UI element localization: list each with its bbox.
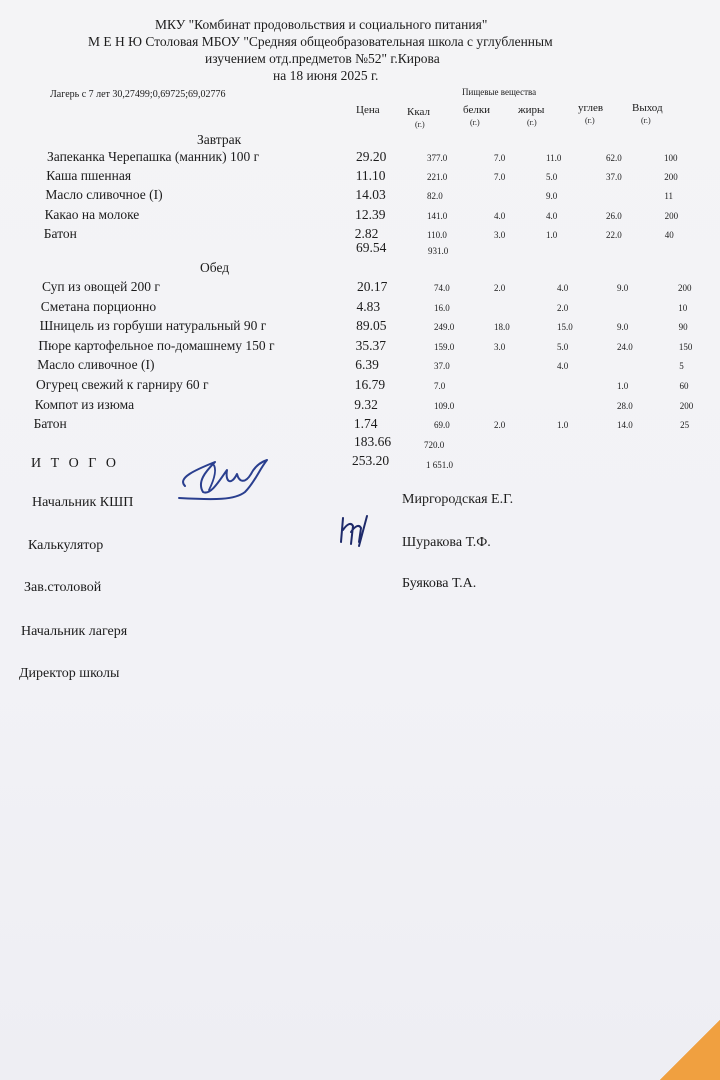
item-kcal: 74.0 [434, 283, 450, 293]
item-price: 4.83 [356, 298, 381, 314]
grand-total-kcal: 1 651.0 [426, 460, 453, 470]
sig-name-canteen-head: Буякова Т.А. [402, 576, 477, 591]
col-kcal-unit: (г.) [415, 120, 425, 129]
item-name: Сметана порционно [40, 298, 157, 314]
item-carbs: 9.0 [617, 283, 629, 293]
item-yield: 100 [664, 153, 678, 163]
item-yield: 40 [664, 229, 674, 240]
item-kcal: 249.0 [434, 322, 455, 333]
item-kcal: 109.0 [434, 400, 455, 411]
item-yield: 200 [678, 283, 692, 293]
item-price: 1.74 [353, 416, 378, 432]
item-yield: 200 [664, 210, 679, 221]
org-title: МКУ "Комбинат продовольствия и социального питания" [155, 17, 488, 32]
sig-role-canteen-head: Зав.столовой [24, 580, 102, 595]
col-yield-unit: (г.) [641, 116, 651, 125]
paper-corner [660, 1020, 720, 1080]
col-protein: белки [463, 104, 491, 116]
item-carbs: 28.0 [617, 400, 633, 411]
item-fat: 4.0 [557, 361, 569, 372]
item-yield: 200 [664, 172, 678, 183]
item-carbs: 22.0 [606, 229, 622, 240]
item-fat: 5.0 [557, 341, 569, 352]
item-price: 12.39 [355, 206, 386, 222]
item-yield: 60 [679, 381, 689, 391]
item-fat: 1.0 [546, 229, 558, 240]
item-fat: 4.0 [557, 283, 569, 293]
item-price: 29.20 [356, 149, 387, 164]
item-protein: 4.0 [494, 210, 506, 221]
nutrients-title: Пищевые вещества [462, 87, 537, 97]
item-fat: 5.0 [546, 172, 558, 183]
lunch-row [0, 299, 720, 319]
menu-title-cont: изучением отд.предметов №52" г.Кирова [205, 51, 440, 66]
item-price: 89.05 [356, 318, 387, 334]
col-fat-unit: (г.) [527, 118, 537, 127]
menu-date: на 18 июня 2025 г. [273, 68, 379, 83]
item-kcal: 377.0 [427, 153, 448, 163]
item-fat: 15.0 [557, 322, 573, 333]
item-carbs: 9.0 [617, 322, 629, 333]
breakfast-row [0, 207, 720, 227]
lunch-total-price: 183.66 [354, 434, 392, 449]
item-kcal: 159.0 [434, 341, 455, 352]
item-name: Суп из овощей 200 г [42, 279, 160, 294]
item-kcal: 37.0 [434, 361, 450, 372]
item-fat: 2.0 [557, 302, 569, 313]
lunch-row [0, 377, 720, 397]
lunch-total-kcal: 720.0 [424, 440, 445, 450]
camp-info: Лагерь с 7 лет 30,27499;0,69725;69,02776 [50, 89, 226, 100]
item-yield: 10 [678, 302, 688, 313]
lunch-row [0, 338, 720, 358]
item-protein: 18.0 [494, 322, 510, 333]
signature-mark-2 [333, 512, 379, 548]
item-carbs: 14.0 [617, 420, 633, 431]
col-price: Цена [356, 104, 380, 116]
item-protein: 3.0 [494, 229, 506, 240]
item-name: Компот из изюма [34, 396, 135, 412]
item-kcal: 16.0 [434, 302, 450, 313]
section-breakfast-title: Завтрак [197, 132, 242, 147]
item-name: Масло сливочное (I) [37, 357, 155, 373]
item-price: 6.39 [355, 357, 379, 373]
item-price: 11.10 [355, 168, 386, 184]
item-name: Огурец свежий к гарниру 60 г [36, 377, 209, 392]
item-protein: 7.0 [494, 153, 506, 163]
col-kcal: Ккал [407, 106, 430, 118]
signature-mark-1 [175, 448, 275, 506]
item-fat: 11.0 [546, 153, 562, 163]
item-yield: 11 [664, 191, 674, 202]
item-kcal: 221.0 [427, 172, 448, 183]
lunch-row [0, 318, 720, 338]
sig-name-kshp: Миргородская Е.Г. [402, 492, 514, 507]
item-kcal: 82.0 [427, 191, 443, 202]
col-carbs-unit: (г.) [585, 116, 595, 125]
menu-title: М Е Н Ю Столовая МБОУ "Средняя общеобразовательная школа с углубленным [88, 34, 553, 49]
item-yield: 200 [679, 400, 694, 411]
section-lunch-title: Обед [200, 260, 230, 275]
sig-role-kshp: Начальник КШП [32, 495, 134, 510]
item-name: Каша пшенная [46, 168, 132, 184]
item-carbs: 1.0 [617, 381, 629, 391]
item-name: Батон [33, 416, 67, 432]
item-protein: 2.0 [494, 420, 506, 431]
lunch-row [0, 279, 720, 299]
item-name: Запеканка Черепашка (манник) 100 г [47, 149, 260, 164]
item-kcal: 110.0 [427, 229, 447, 240]
breakfast-row [0, 168, 720, 188]
breakfast-row [0, 187, 720, 207]
sig-name-calculator: Шуракова Т.Ф. [402, 535, 491, 550]
sig-role-calculator: Калькулятор [28, 538, 104, 553]
grand-total-price: 253.20 [352, 453, 390, 468]
col-carbs: углев [578, 102, 604, 114]
item-carbs: 24.0 [617, 341, 633, 352]
item-fat: 9.0 [546, 191, 558, 202]
item-price: 2.82 [354, 225, 379, 241]
breakfast-row [0, 149, 720, 169]
sig-role-camp-head: Начальник лагеря [21, 624, 128, 639]
item-kcal: 7.0 [434, 381, 446, 391]
item-kcal: 69.0 [434, 420, 450, 431]
item-protein: 7.0 [494, 172, 506, 183]
item-fat: 1.0 [557, 420, 569, 431]
item-fat: 4.0 [546, 210, 558, 221]
item-carbs: 37.0 [606, 172, 622, 183]
item-price: 35.37 [355, 337, 387, 353]
item-price: 9.32 [354, 396, 378, 412]
item-kcal: 141.0 [427, 210, 448, 221]
item-yield: 150 [678, 341, 693, 352]
sig-role-director: Директор школы [19, 666, 120, 681]
item-yield: 5 [679, 361, 684, 372]
item-name: Шницель из горбуши натуральный 90 г [39, 318, 267, 334]
item-name: Какао на молоке [44, 206, 140, 222]
item-name: Пюре картофельное по-домашнему 150 г [38, 337, 275, 353]
item-carbs: 26.0 [606, 210, 622, 221]
item-protein: 3.0 [494, 341, 506, 352]
grand-total-label: И Т О Г О [31, 456, 119, 471]
item-price: 16.79 [354, 377, 386, 392]
item-protein: 2.0 [494, 283, 506, 293]
breakfast-total-price: 69.54 [356, 240, 387, 255]
item-name: Батон [43, 225, 77, 241]
item-name: Масло сливочное (I) [45, 187, 163, 203]
item-price: 20.17 [357, 279, 388, 294]
item-yield: 90 [678, 322, 688, 333]
item-price: 14.03 [355, 187, 386, 203]
col-fat: жиры [518, 104, 545, 116]
lunch-row [0, 357, 720, 377]
item-carbs: 62.0 [606, 153, 622, 163]
breakfast-total-kcal: 931.0 [428, 246, 449, 256]
lunch-row [0, 397, 720, 417]
col-yield: Выход [632, 102, 663, 114]
col-protein-unit: (г.) [470, 118, 480, 127]
item-yield: 25 [680, 420, 690, 431]
